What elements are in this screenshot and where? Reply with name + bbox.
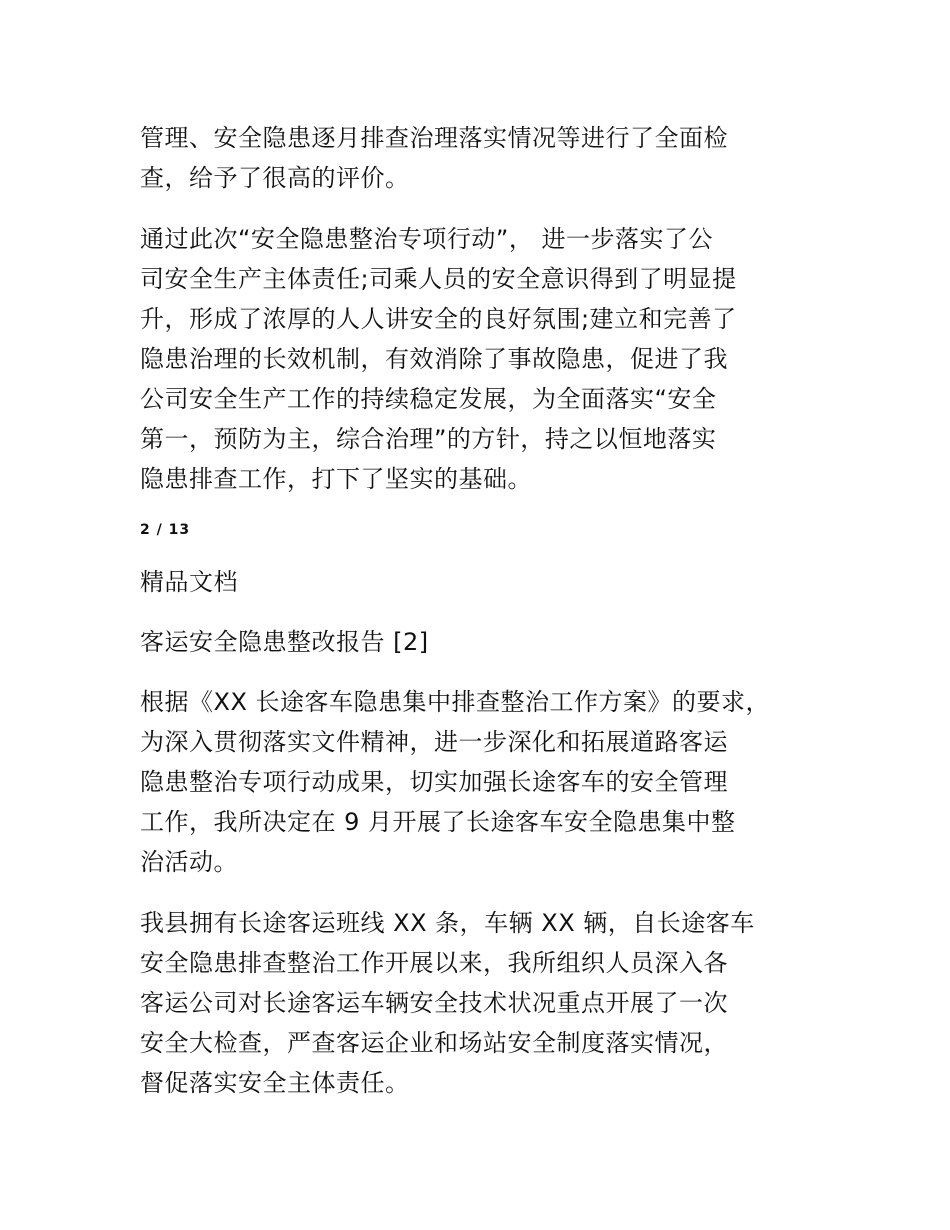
paragraph-line: 根据《XX 长途客车隐患集中排查整治工作方案》的要求， bbox=[140, 688, 771, 716]
paragraph-line: 管理、安全隐患逐月排查治理落实情况等进行了全面检 bbox=[140, 124, 728, 152]
paragraph-line: 安全大检查，严查客运企业和场站安全制度落实情况， bbox=[140, 1029, 728, 1057]
page-number: 2 / 13 bbox=[140, 522, 191, 538]
paragraph-4 bbox=[140, 903, 840, 1103]
paragraph-line: 隐患治理的长效机制，有效消除了事故隐患，促进了我 bbox=[140, 345, 728, 373]
paragraph-line: 公司安全生产工作的持续稳定发展，为全面落实“安全 bbox=[140, 385, 717, 413]
paragraph-line: 司安全生产主体责任;司乘人员的安全意识得到了明显提 bbox=[140, 265, 737, 293]
paragraph-line: 客运公司对长途客运车辆安全技术状况重点开展了一次 bbox=[140, 989, 728, 1017]
paragraph-line: 为深入贯彻落实文件精神，进一步深化和拓展道路客运 bbox=[140, 728, 728, 756]
paragraph-line: 查，给予了很高的评价。 bbox=[140, 164, 410, 192]
paragraph-line: 安全隐患排查整治工作开展以来，我所组织人员深入各 bbox=[140, 949, 728, 977]
paragraph-line: 工作，我所决定在 9 月开展了长途客车安全隐患集中整 bbox=[140, 808, 736, 836]
header-label: 精品文档 bbox=[140, 568, 238, 596]
paragraph-line: 第一，预防为主，综合治理”的方针，持之以恒地落实 bbox=[140, 425, 717, 453]
paragraph-line: 隐患整治专项行动成果，切实加强长途客车的安全管理 bbox=[140, 768, 728, 796]
paragraph-line: 我县拥有长途客运班线 XX 条，车辆 XX 辆，自长途客车 bbox=[140, 909, 755, 937]
paragraph-3 bbox=[140, 682, 840, 882]
paragraph-line: 隐患排查工作，打下了坚实的基础。 bbox=[140, 465, 532, 493]
paragraph-line: 升，形成了浓厚的人人讲安全的良好氛围;建立和完善了 bbox=[140, 305, 737, 333]
report-title: 客运安全隐患整改报告 [2] bbox=[140, 628, 429, 656]
paragraph-line: 通过此次“安全隐患整治专项行动”， 进一步落实了公 bbox=[140, 225, 713, 253]
paragraph-2 bbox=[140, 219, 840, 499]
paragraph-line: 督促落实安全主体责任。 bbox=[140, 1069, 410, 1097]
paragraph-line: 治活动。 bbox=[140, 848, 238, 876]
paragraph-1 bbox=[140, 118, 840, 198]
